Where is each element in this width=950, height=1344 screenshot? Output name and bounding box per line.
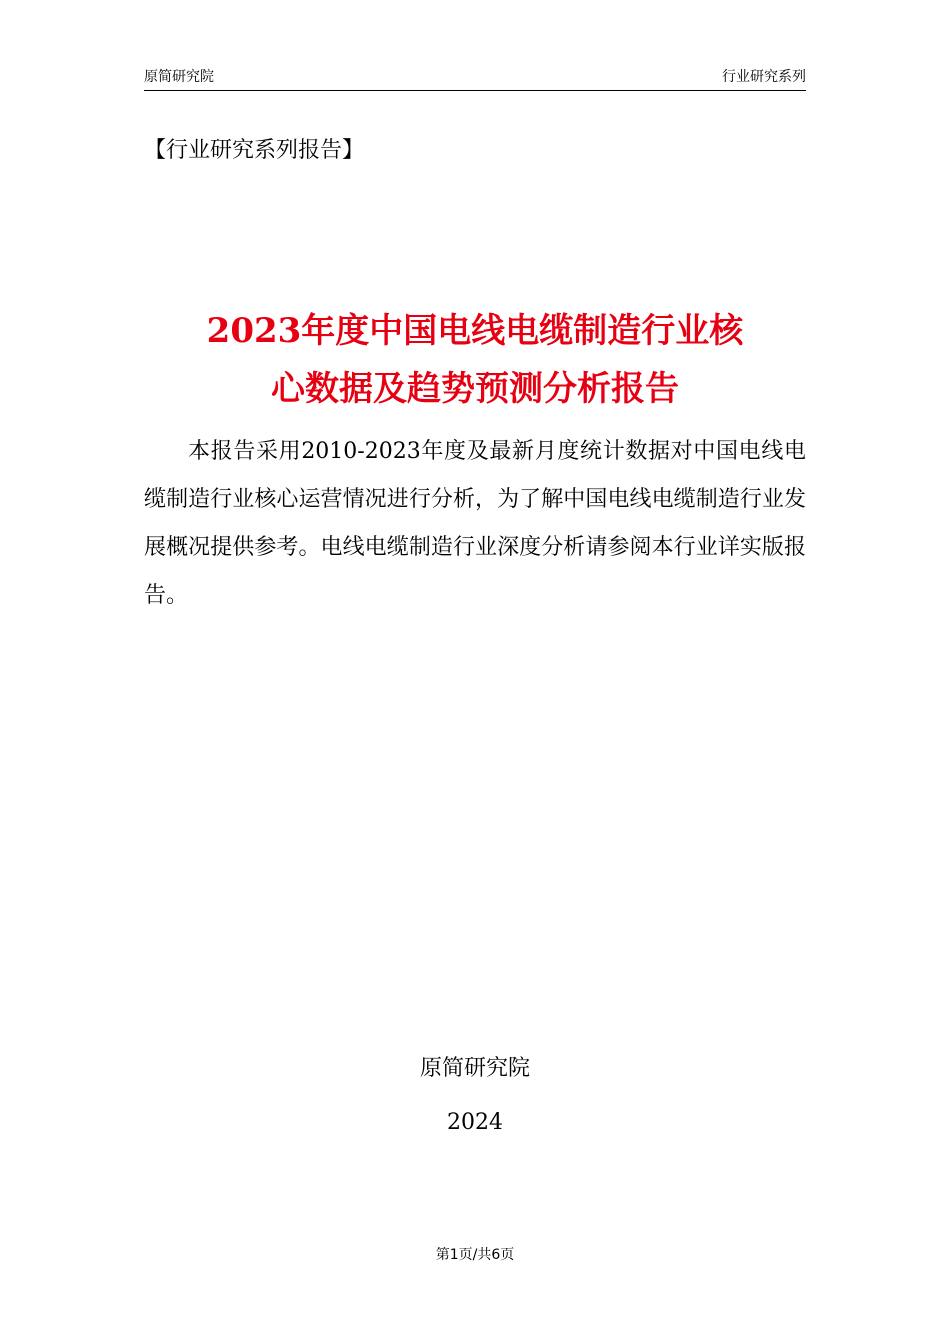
abstract-paragraph: 本报告采用2010-2023年度及最新月度统计数据对中国电线电缆制造行业核心运营情况进行分析，为了解中国电线电缆制造行业发展概况提供参考。电线电缆制造行业深度分析请参阅本行业详实版报告。 [144, 439, 806, 608]
page-header [144, 66, 806, 91]
page-footer [144, 1244, 806, 1266]
report-title-line-2: 心数据及趋势预测分析报告 [271, 369, 679, 409]
report-title [144, 302, 806, 418]
page-indicator: 第1页/共6页 [435, 1247, 515, 1263]
report-title-line-1: 2023年度中国电线电缆制造行业核 [206, 311, 744, 351]
series-label: 【行业研究系列报告】 [144, 138, 365, 163]
publisher-name: 原简研究院 [419, 1056, 530, 1081]
header-series: 行业研究系列 [722, 69, 806, 85]
header-publisher: 原简研究院 [144, 69, 214, 85]
publication-year: 2024 [447, 1110, 503, 1135]
